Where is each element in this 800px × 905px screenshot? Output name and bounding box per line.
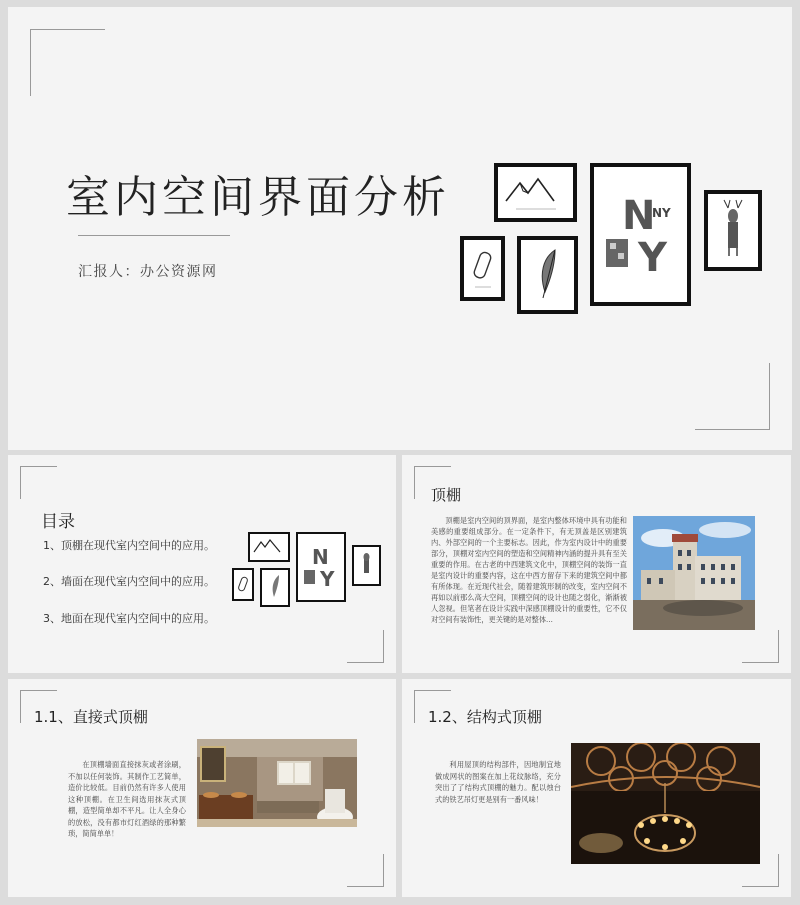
structural-body: 利用屋顶的结构部件，因地制宜地做成网状的图案在加上花纹脉络，充分突出了了结构式顶棚的魅力。配以烛台式的铁艺吊灯更是别有一番风味！ [435, 760, 561, 804]
direct-body: 在顶棚墙面直接抹灰或者涂刷，不加以任何装饰。其制作工艺简单，造价比较低。目前仍然有许多人使用这种顶棚。在卫生间选用抹灰式顶棚，造型简单却不平凡。让人全身心的放松，没有都市灯红酒绿的那种繁琐，简简单单！ [68, 760, 186, 838]
poster-letter-y: Y [320, 567, 335, 591]
mountain-icon [250, 534, 288, 560]
chandelier-image [571, 743, 760, 864]
feather-frame [260, 568, 290, 607]
cover-title: 室内空间界面分析 [66, 172, 450, 223]
corner-decoration [347, 854, 384, 887]
building-photo [633, 516, 755, 630]
feather-frame [517, 236, 578, 314]
ny-poster-frame [296, 532, 346, 602]
reporter-label: 汇报人：办公资源网 [78, 264, 218, 280]
mountain-frame [494, 163, 577, 222]
poster-letter-n: N [312, 545, 329, 569]
ceiling-heading: 顶棚 [431, 486, 462, 504]
mountain-icon [498, 167, 573, 218]
ny-poster-frame [590, 163, 691, 306]
toc-heading: 目录 [41, 512, 75, 532]
poster-letter-n: N [622, 193, 656, 239]
corner-decoration [347, 630, 384, 663]
deer-frame [704, 190, 762, 271]
deer-icon [708, 194, 758, 267]
log-icon [464, 240, 501, 297]
bathroom-photo [197, 739, 357, 827]
toc-item[interactable]: 2、墙面在现代室内空间中的应用。 [43, 575, 215, 588]
direct-ceiling-slide[interactable] [8, 679, 396, 897]
poster-letter-y: Y [638, 235, 667, 281]
corner-decoration [20, 466, 57, 499]
bathroom-image [197, 739, 357, 827]
title-underline [78, 235, 230, 236]
log-frame [460, 236, 505, 301]
corner-decoration [695, 363, 770, 430]
direct-heading: 1.1、直接式顶棚 [34, 708, 148, 726]
log-frame [232, 568, 254, 601]
mountain-frame [248, 532, 290, 562]
ceiling-body: 顶棚是室内空间的顶界面，是室内整体环境中具有功能和美感的重要组成部分。在一定条件下，有无顶盖是区别建筑内、外部空间的一个主要标志。因此，作为室内设计中的重要部分，顶棚对室内空间的塑造和空间精神内涵的提升具有至关重要的作用。在古老的中西建筑文化中，顶棚空间的装饰一直是室内设计的重要内容，这在中西方留存下来的建筑空间中都有所体现。在近现代社会，随着建筑形制的改变，室内空间不再如以前那么高大空间，顶棚空间的设计也随之弱化，渐渐被人忽视。但笔者在设计实践中深感顶棚设计的重要性，它不仅对空间有装饰性，更关键的是对整体... [431, 516, 627, 624]
building-image [633, 516, 755, 630]
toc-item[interactable]: 3、地面在现代室内空间中的应用。 [43, 612, 215, 625]
deer-icon [354, 547, 379, 584]
ny-poster-icon [594, 167, 687, 302]
feather-icon [262, 570, 288, 605]
log-icon [234, 570, 252, 599]
toc-slide[interactable] [8, 455, 396, 673]
chandelier-photo [571, 743, 760, 864]
cover-slide[interactable] [8, 7, 792, 450]
corner-decoration [742, 630, 779, 663]
poster-letter-ny: NY [652, 206, 671, 220]
ceiling-slide[interactable] [402, 455, 791, 673]
structural-ceiling-slide[interactable] [402, 679, 791, 897]
structural-heading: 1.2、结构式顶棚 [428, 708, 542, 726]
corner-decoration [30, 29, 105, 96]
feather-icon [521, 240, 574, 310]
ny-poster-icon [298, 534, 344, 600]
deer-frame [352, 545, 381, 586]
toc-item[interactable]: 1、顶棚在现代室内空间中的应用。 [43, 539, 215, 552]
